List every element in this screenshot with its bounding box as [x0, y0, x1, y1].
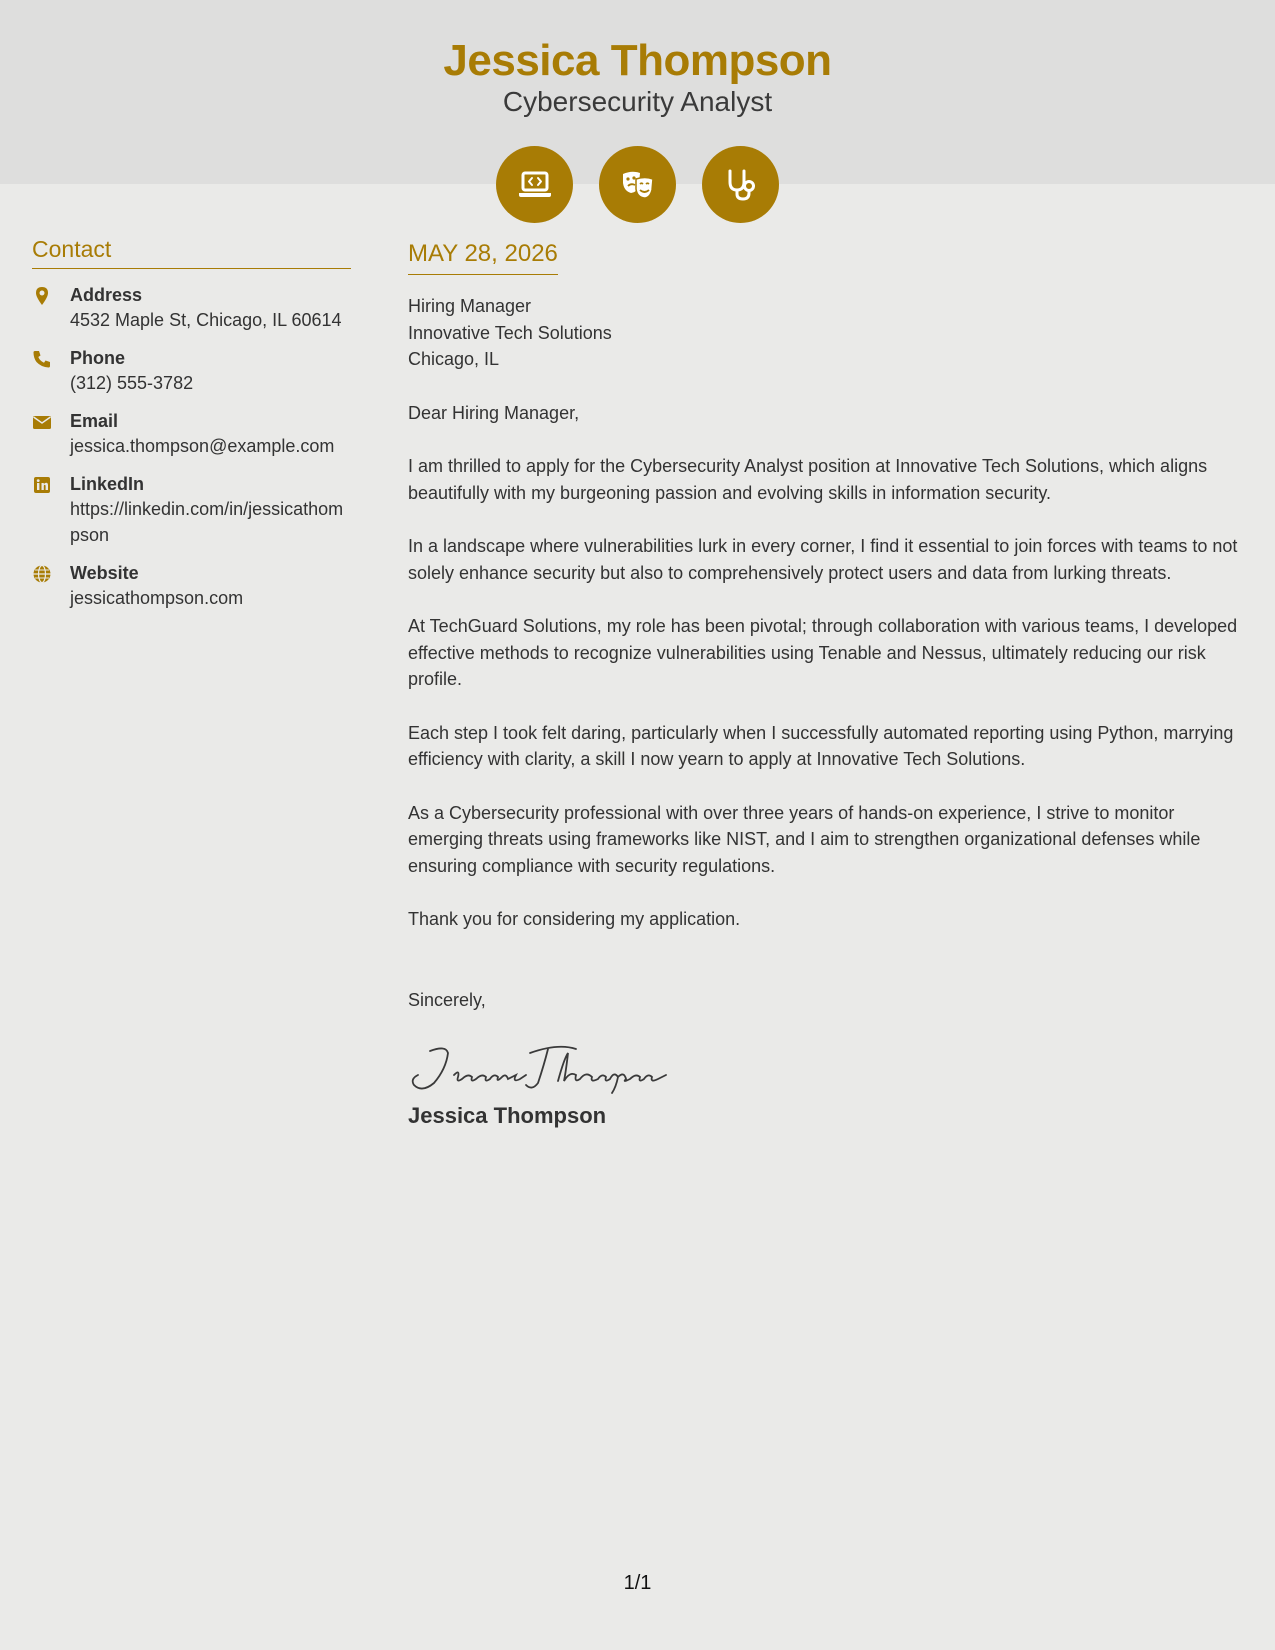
- linkedin-icon: [32, 472, 70, 548]
- letter-body: [408, 240, 1248, 1129]
- contact-heading: Contact: [32, 236, 351, 269]
- contact-label: Email: [70, 411, 119, 431]
- recipient-line: Chicago, IL: [408, 349, 500, 369]
- paragraph: At TechGuard Solutions, my role has been pivotal; through collaboration with various teams, I developed effective methods to recognize vulnerabilities using Tenable and Nessus, ultimately reducing our risk profile.: [408, 616, 1238, 689]
- envelope-icon: [32, 409, 70, 459]
- contact-value: 4532 Maple St, Chicago, IL 60614: [70, 310, 342, 330]
- contact-value: jessica.thompson@example.com: [70, 436, 335, 456]
- page-number: 1/1: [623, 1572, 652, 1594]
- contact-website: [32, 561, 351, 611]
- contact-value: https://linkedin.com/in/jessicathompson: [70, 499, 344, 545]
- recipient-line: Hiring Manager: [408, 296, 532, 316]
- paragraph: As a Cybersecurity professional with over three years of hands-on experience, I strive to monitor emerging threats using frameworks like NIST, and I aim to strengthen organizational defenses while ensuring compliance with security regulations.: [408, 802, 1201, 876]
- handwritten-signature: [408, 1039, 1248, 1095]
- contact-value: (312) 555-3782: [70, 373, 194, 393]
- paragraph: I am thrilled to apply for the Cybersecurity Analyst position at Innovative Tech Solutions, which aligns beautifully with my burgeoning passion and evolving skills in information security.: [408, 456, 1208, 503]
- paragraph: In a landscape where vulnerabilities lurk in every corner, I find it essential to join forces with teams to not solely enhance security but also to comprehensively protect users and data from lurking threats.: [408, 536, 1238, 583]
- contact-label: Address: [70, 285, 143, 305]
- contact-address: [32, 283, 351, 333]
- contact-label: Website: [70, 563, 139, 583]
- globe-icon: [32, 561, 70, 611]
- masks-theater-icon: [599, 146, 676, 223]
- paragraph: Thank you for considering my application.: [408, 909, 741, 929]
- applicant-name: Jessica Thompson: [443, 36, 832, 85]
- laptop-code-icon: [496, 146, 573, 223]
- closing: Sincerely,: [408, 989, 486, 1010]
- contact-phone: [32, 346, 351, 396]
- stethoscope-icon: [702, 146, 779, 223]
- recipient-line: Innovative Tech Solutions: [408, 322, 612, 343]
- contact-label: LinkedIn: [70, 474, 145, 494]
- letter-date: MAY 28, 2026: [408, 240, 558, 275]
- contact-linkedin: [32, 472, 351, 548]
- phone-icon: [32, 346, 70, 396]
- contact-sidebar: [32, 236, 351, 611]
- paragraph: Each step I took felt daring, particularly when I successfully automated reporting using Python, marrying efficiency with clarity, a skill I now yearn to apply at Innovative Tech Solutions.: [408, 722, 1234, 769]
- contact-email: [32, 409, 351, 459]
- location-pin-icon: [32, 283, 70, 333]
- header-icons: [0, 146, 1275, 223]
- contact-label: Phone: [70, 348, 126, 368]
- job-title: Cybersecurity Analyst: [502, 86, 773, 117]
- contact-value: jessicathompson.com: [70, 588, 244, 608]
- greeting: Dear Hiring Manager,: [408, 402, 580, 423]
- signed-name: Jessica Thompson: [408, 1102, 607, 1128]
- recipient-block: [408, 293, 1248, 373]
